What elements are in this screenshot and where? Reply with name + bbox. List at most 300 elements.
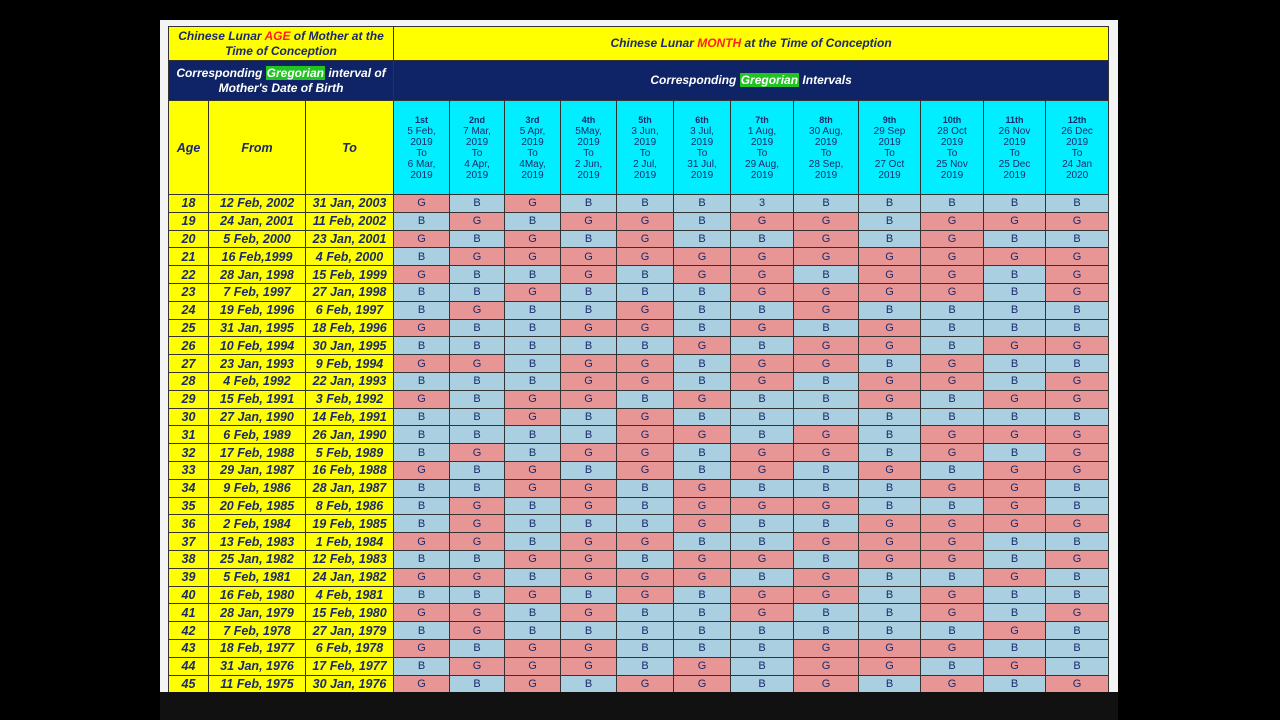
month-end: 29 Aug, <box>745 158 779 170</box>
age-cell: 40 <box>169 586 209 604</box>
gender-cell: G <box>1046 212 1109 230</box>
gender-cell: B <box>505 533 561 551</box>
gender-cell: B <box>984 283 1046 301</box>
gender-cell: G <box>617 248 674 266</box>
gender-cell: G <box>984 479 1046 497</box>
gender-cell: B <box>921 337 984 355</box>
gender-cell: G <box>731 550 794 568</box>
month-start-year: 2019 <box>1003 136 1026 148</box>
month-ord: 4th <box>581 114 596 125</box>
from-column-header: From <box>209 101 306 195</box>
month-start: 28 Oct <box>937 125 967 137</box>
gender-cell: G <box>450 248 505 266</box>
gender-cell: B <box>394 301 450 319</box>
gender-cell: B <box>984 604 1046 622</box>
gender-cell: G <box>921 426 984 444</box>
gender-cell: G <box>984 568 1046 586</box>
gender-cell: B <box>617 390 674 408</box>
from-date-cell: 10 Feb, 1994 <box>209 337 306 355</box>
age-column-header: Age <box>169 101 209 195</box>
to-date-cell: 23 Jan, 2001 <box>306 230 394 248</box>
age-cell: 23 <box>169 283 209 301</box>
table-row <box>169 390 1109 408</box>
gender-cell: B <box>859 497 921 515</box>
month-start-year: 2019 <box>814 136 838 148</box>
gender-cell: G <box>984 622 1046 640</box>
to-date-cell: 8 Feb, 1986 <box>306 497 394 515</box>
month-ord: 11th <box>1005 114 1024 125</box>
gender-cell: B <box>731 390 794 408</box>
gender-cell: G <box>561 390 617 408</box>
gender-cell: B <box>794 604 859 622</box>
from-date-cell: 31 Jan, 1976 <box>209 657 306 675</box>
gender-cell: G <box>921 550 984 568</box>
gender-cell: G <box>731 355 794 373</box>
gender-cell: G <box>984 461 1046 479</box>
age-cell: 42 <box>169 622 209 640</box>
gender-cell: B <box>394 372 450 390</box>
from-date-cell: 4 Feb, 1992 <box>209 372 306 390</box>
gender-cell: B <box>505 372 561 390</box>
gender-cell: G <box>1046 675 1109 693</box>
gender-cell: B <box>674 372 731 390</box>
gender-cell: B <box>505 266 561 284</box>
gender-cell: B <box>794 461 859 479</box>
month-end-year: 2019 <box>410 169 433 181</box>
month-header-4 <box>561 101 617 195</box>
table-row <box>169 355 1109 373</box>
gender-cell: B <box>505 337 561 355</box>
month-to: To <box>527 147 538 159</box>
gender-cell: G <box>561 604 617 622</box>
gender-cell: B <box>984 533 1046 551</box>
month-header-9 <box>859 101 921 195</box>
gender-cell: B <box>505 301 561 319</box>
gender-cell: B <box>617 622 674 640</box>
from-date-cell: 2 Feb, 1984 <box>209 515 306 533</box>
table-row <box>169 461 1109 479</box>
gender-cell: G <box>794 444 859 462</box>
table-row <box>169 444 1109 462</box>
table-row <box>169 426 1109 444</box>
gender-cell: G <box>394 355 450 373</box>
gender-cell: G <box>505 675 561 693</box>
month-start: 26 Nov <box>998 125 1031 137</box>
month-header-6 <box>674 101 731 195</box>
gender-cell: G <box>617 568 674 586</box>
age-cell: 20 <box>169 230 209 248</box>
month-to: To <box>696 147 708 159</box>
gender-cell: G <box>561 568 617 586</box>
to-date-cell: 4 Feb, 2000 <box>306 248 394 266</box>
gender-cell: B <box>984 586 1046 604</box>
gender-cell: B <box>1046 533 1109 551</box>
age-cell: 45 <box>169 675 209 693</box>
gender-cell: B <box>674 355 731 373</box>
gender-cell: B <box>617 604 674 622</box>
gender-cell: G <box>617 230 674 248</box>
gender-cell: G <box>561 550 617 568</box>
gender-cell: B <box>1046 195 1109 213</box>
from-date-cell: 19 Feb, 1996 <box>209 301 306 319</box>
gender-cell: B <box>794 622 859 640</box>
from-date-cell: 24 Jan, 2001 <box>209 212 306 230</box>
gender-cell: B <box>984 355 1046 373</box>
month-ord: 8th <box>819 114 833 125</box>
gender-cell: G <box>394 266 450 284</box>
gender-cell: B <box>859 444 921 462</box>
month-start-year: 2019 <box>750 136 774 148</box>
month-end: 31 Jul, <box>687 158 717 170</box>
month-to: To <box>1071 147 1083 159</box>
gender-cell: B <box>505 568 561 586</box>
table-row <box>169 533 1109 551</box>
gender-cell: B <box>921 657 984 675</box>
from-date-cell: 13 Feb, 1983 <box>209 533 306 551</box>
gender-cell: G <box>450 515 505 533</box>
to-column-header: To <box>306 101 394 195</box>
gender-cell: G <box>561 212 617 230</box>
gender-cell: B <box>1046 301 1109 319</box>
gender-cell: B <box>984 408 1046 426</box>
month-header-11 <box>984 101 1046 195</box>
table-row <box>169 195 1109 213</box>
gender-cell: B <box>1046 639 1109 657</box>
month-to: To <box>756 147 768 159</box>
gender-cell: B <box>794 195 859 213</box>
gender-cell: G <box>859 266 921 284</box>
table-row <box>169 550 1109 568</box>
gender-cell: B <box>394 283 450 301</box>
month-to: To <box>416 147 427 159</box>
gender-cell: G <box>505 639 561 657</box>
table-row <box>169 657 1109 675</box>
gender-cell: B <box>921 301 984 319</box>
month-end: 2 Jun, <box>574 158 603 170</box>
gender-cell: G <box>561 657 617 675</box>
gender-cell: G <box>617 444 674 462</box>
table-row <box>169 230 1109 248</box>
gender-cell: B <box>859 195 921 213</box>
gender-cell: B <box>561 230 617 248</box>
age-cell: 32 <box>169 444 209 462</box>
gender-cell: G <box>561 639 617 657</box>
month-header-12 <box>1046 101 1109 195</box>
gender-cell: B <box>561 515 617 533</box>
month-end: 4May, <box>519 158 546 170</box>
gender-cell: G <box>394 230 450 248</box>
gender-cell: G <box>674 497 731 515</box>
gender-cell: G <box>394 675 450 693</box>
gender-cell: B <box>794 319 859 337</box>
gender-cell: G <box>794 337 859 355</box>
to-date-cell: 6 Feb, 1997 <box>306 301 394 319</box>
gender-cell: B <box>794 550 859 568</box>
gender-cell: G <box>617 426 674 444</box>
gender-cell: G <box>674 515 731 533</box>
from-date-cell: 6 Feb, 1989 <box>209 426 306 444</box>
to-date-cell: 9 Feb, 1994 <box>306 355 394 373</box>
gender-cell: G <box>984 337 1046 355</box>
to-date-cell: 11 Feb, 2002 <box>306 212 394 230</box>
gender-cell: G <box>1046 372 1109 390</box>
gender-cell: G <box>1046 550 1109 568</box>
gender-cell: B <box>561 461 617 479</box>
table-row <box>169 266 1109 284</box>
month-header-7 <box>731 101 794 195</box>
table-row <box>169 515 1109 533</box>
gender-cell: B <box>505 426 561 444</box>
table-row <box>169 248 1109 266</box>
table-row <box>169 604 1109 622</box>
gender-cell: G <box>450 444 505 462</box>
gender-cell: G <box>561 497 617 515</box>
gender-cell: B <box>984 230 1046 248</box>
gender-cell: B <box>1046 657 1109 675</box>
month-ord: 5th <box>638 114 652 125</box>
from-date-cell: 12 Feb, 2002 <box>209 195 306 213</box>
gender-cell: B <box>505 622 561 640</box>
gender-cell: B <box>984 195 1046 213</box>
gender-cell: B <box>450 283 505 301</box>
gender-cell: B <box>731 568 794 586</box>
month-header-5 <box>617 101 674 195</box>
gender-cell: B <box>921 195 984 213</box>
table-row <box>169 497 1109 515</box>
to-date-cell: 14 Feb, 1991 <box>306 408 394 426</box>
month-start: 5May, <box>575 125 602 137</box>
gender-cell: G <box>731 319 794 337</box>
gender-cell: G <box>921 212 984 230</box>
gender-cell: G <box>394 604 450 622</box>
month-start-year: 2019 <box>410 136 433 148</box>
gender-prediction-table <box>168 26 1109 693</box>
gender-cell: B <box>450 230 505 248</box>
gender-cell: G <box>1046 248 1109 266</box>
gender-cell: G <box>505 657 561 675</box>
gender-cell: G <box>859 550 921 568</box>
gender-cell: B <box>1046 319 1109 337</box>
month-start: 1 Aug, <box>747 125 777 137</box>
month-end-year: 2019 <box>577 169 600 181</box>
gender-cell: B <box>921 408 984 426</box>
gender-cell: G <box>794 497 859 515</box>
gender-cell: B <box>505 319 561 337</box>
gender-cell: B <box>674 461 731 479</box>
month-to: To <box>583 147 594 159</box>
table-row <box>169 675 1109 693</box>
gender-cell: B <box>394 515 450 533</box>
gender-cell: G <box>394 461 450 479</box>
from-date-cell: 28 Jan, 1979 <box>209 604 306 622</box>
age-cell: 21 <box>169 248 209 266</box>
gender-cell: B <box>859 568 921 586</box>
gender-cell: B <box>859 212 921 230</box>
gender-cell: B <box>1046 568 1109 586</box>
month-to: To <box>639 147 651 159</box>
table-row <box>169 586 1109 604</box>
gender-cell: B <box>505 497 561 515</box>
gender-cell: B <box>731 408 794 426</box>
month-to: To <box>884 147 895 159</box>
gender-cell: G <box>617 319 674 337</box>
gender-cell: B <box>617 550 674 568</box>
gender-cell: G <box>561 444 617 462</box>
age-cell: 35 <box>169 497 209 515</box>
gender-cell: B <box>617 515 674 533</box>
month-ord: 12th <box>1067 114 1087 125</box>
gender-cell: G <box>617 586 674 604</box>
gender-cell: G <box>731 266 794 284</box>
gender-cell: G <box>921 444 984 462</box>
gender-cell: B <box>674 604 731 622</box>
gender-cell: B <box>450 408 505 426</box>
gender-cell: G <box>674 426 731 444</box>
gender-cell: B <box>921 497 984 515</box>
gender-cell: B <box>674 230 731 248</box>
table-row <box>169 319 1109 337</box>
gender-cell: G <box>921 266 984 284</box>
month-end: 2 Jul, <box>633 158 657 170</box>
gender-cell: G <box>1046 426 1109 444</box>
gender-cell: B <box>450 319 505 337</box>
gender-cell: B <box>505 604 561 622</box>
gender-cell: G <box>674 390 731 408</box>
gender-cell: G <box>1046 283 1109 301</box>
gender-cell: G <box>859 337 921 355</box>
gender-cell: B <box>859 301 921 319</box>
from-date-cell: 20 Feb, 1985 <box>209 497 306 515</box>
age-cell: 30 <box>169 408 209 426</box>
gender-cell: B <box>450 195 505 213</box>
table-row <box>169 212 1109 230</box>
month-end-year: 2019 <box>878 169 901 181</box>
month-header-2 <box>450 101 505 195</box>
gender-cell: G <box>859 283 921 301</box>
age-cell: 18 <box>169 195 209 213</box>
table-row <box>169 283 1109 301</box>
gender-cell: G <box>674 479 731 497</box>
gender-cell: G <box>617 461 674 479</box>
gender-cell: B <box>674 301 731 319</box>
gender-cell: B <box>394 550 450 568</box>
month-end-year: 2019 <box>750 169 774 181</box>
gender-cell: G <box>1046 337 1109 355</box>
gender-cell: B <box>561 675 617 693</box>
from-date-cell: 5 Feb, 1981 <box>209 568 306 586</box>
gender-cell: B <box>617 657 674 675</box>
gender-cell: B <box>450 461 505 479</box>
gender-cell: G <box>674 568 731 586</box>
gender-cell: G <box>794 283 859 301</box>
bottom-bar <box>160 692 1118 720</box>
to-date-cell: 17 Feb, 1977 <box>306 657 394 675</box>
age-cell: 29 <box>169 390 209 408</box>
month-header-3 <box>505 101 561 195</box>
month-end: 6 Mar, <box>407 158 436 170</box>
gender-cell: B <box>859 586 921 604</box>
gender-cell: G <box>1046 515 1109 533</box>
gender-cell: B <box>674 212 731 230</box>
gender-cell: G <box>450 301 505 319</box>
gender-cell: G <box>984 248 1046 266</box>
gender-cell: B <box>617 639 674 657</box>
gender-cell: B <box>617 479 674 497</box>
gender-cell: B <box>450 675 505 693</box>
gender-cell: B <box>394 479 450 497</box>
gender-cell: B <box>561 408 617 426</box>
to-date-cell: 5 Feb, 1989 <box>306 444 394 462</box>
gender-cell: B <box>984 266 1046 284</box>
gender-cell: G <box>1046 390 1109 408</box>
gender-cell: B <box>561 283 617 301</box>
to-date-cell: 27 Jan, 1998 <box>306 283 394 301</box>
gender-cell: G <box>921 533 984 551</box>
gender-cell: B <box>450 639 505 657</box>
gender-cell: G <box>505 230 561 248</box>
gender-cell: B <box>921 319 984 337</box>
gender-cell: B <box>505 212 561 230</box>
month-end: 25 Nov <box>936 158 968 170</box>
gender-cell: G <box>859 390 921 408</box>
from-date-cell: 9 Feb, 1986 <box>209 479 306 497</box>
gender-cell: B <box>794 479 859 497</box>
gender-cell: B <box>984 639 1046 657</box>
gender-cell: G <box>794 248 859 266</box>
table-row <box>169 639 1109 657</box>
gender-cell: B <box>394 248 450 266</box>
gender-cell: G <box>921 283 984 301</box>
table-row <box>169 372 1109 390</box>
gender-cell: B <box>674 319 731 337</box>
gender-cell: G <box>450 568 505 586</box>
table-row <box>169 337 1109 355</box>
gender-cell: G <box>1046 444 1109 462</box>
month-ord: 3rd <box>525 114 540 125</box>
gender-cell: B <box>394 622 450 640</box>
month-start: 5 Apr, <box>519 125 546 137</box>
gender-cell: B <box>674 195 731 213</box>
gender-cell: B <box>450 426 505 444</box>
month-start: 30 Aug, <box>809 125 843 137</box>
gender-cell: B <box>731 337 794 355</box>
gender-cell: G <box>794 657 859 675</box>
gender-cell: G <box>450 497 505 515</box>
gender-cell: G <box>561 248 617 266</box>
gender-cell: B <box>394 212 450 230</box>
from-date-cell: 17 Feb, 1988 <box>209 444 306 462</box>
gender-cell: B <box>859 479 921 497</box>
gender-cell: G <box>394 639 450 657</box>
gender-cell: G <box>617 408 674 426</box>
gender-cell: G <box>674 657 731 675</box>
month-header-10 <box>921 101 984 195</box>
gender-cell: B <box>1046 479 1109 497</box>
gender-cell: B <box>617 266 674 284</box>
gender-cell: G <box>731 248 794 266</box>
month-ord: 1st <box>415 114 429 125</box>
gender-cell: B <box>561 195 617 213</box>
age-cell: 27 <box>169 355 209 373</box>
gender-cell: B <box>731 675 794 693</box>
gender-cell: B <box>561 622 617 640</box>
gender-cell: G <box>617 301 674 319</box>
age-cell: 44 <box>169 657 209 675</box>
month-start: 3 Jun, <box>631 125 659 137</box>
gender-cell: B <box>674 283 731 301</box>
month-start: 29 Sep <box>873 125 906 137</box>
gender-cell: G <box>731 212 794 230</box>
